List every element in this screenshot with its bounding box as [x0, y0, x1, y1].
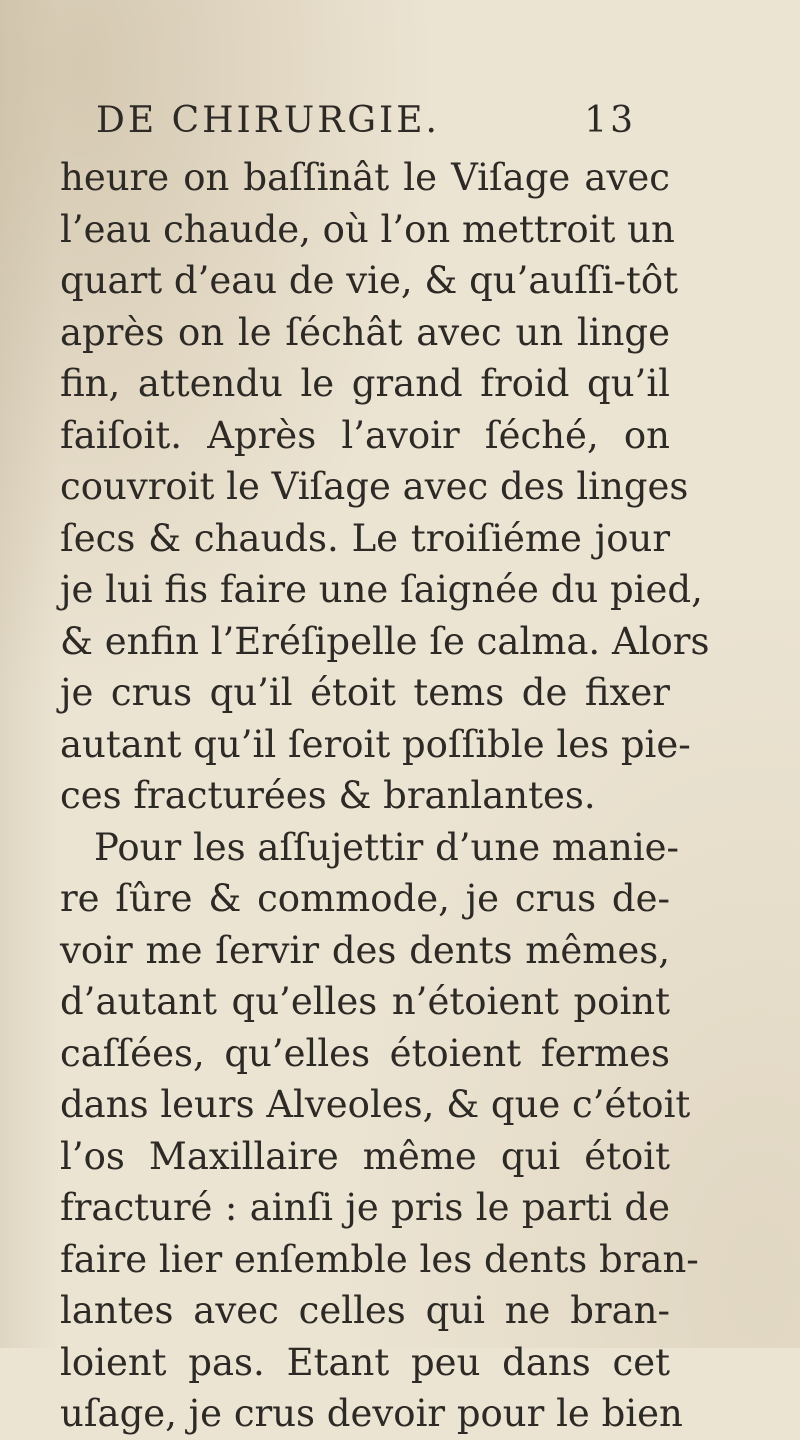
text-line: je lui fis faire une ſaignée du pied,	[60, 568, 703, 611]
text-line: Pour les aſſujettir d’une manie-	[94, 825, 680, 869]
page-number: 13	[584, 100, 636, 141]
text-line: autant qu’il ſeroit poſſible les pie-	[60, 722, 691, 766]
text-line: uſage, je crus devoir pour le bien	[60, 1392, 683, 1435]
text-line: l’eau chaude, où l’on mettroit un	[60, 207, 675, 251]
text-line: fracturé : ainſi je pris le parti de	[60, 1186, 670, 1229]
text-line: après on le ſéchât avec un linge	[60, 310, 670, 354]
text-line: l’os Maxillaire même qui étoit	[60, 1134, 670, 1178]
body-text	[60, 152, 780, 1440]
text-line: couvroit le Viſage avec des linges	[60, 465, 689, 508]
text-line: & enfin l’Eréſipelle ſe calma. Alors	[60, 619, 710, 663]
running-head	[96, 100, 636, 152]
text-line: re ſûre & commode, je crus de-	[60, 877, 670, 920]
text-line: ces fracturées & branlantes.	[60, 774, 596, 817]
text-line: heure on baſſinât le Viſage avec	[60, 156, 670, 199]
text-line: lantes avec celles qui ne bran-	[60, 1289, 670, 1332]
running-head-title: DE CHIRURGIE.	[96, 100, 440, 141]
text-line: dans leurs Alveoles, & que c’étoit	[60, 1083, 691, 1126]
text-line: voir me ſervir des dents mêmes,	[60, 928, 670, 972]
text-line: fin, attendu le grand froid qu’il	[60, 362, 670, 405]
text-line: quart d’eau de vie, & qu’auſſi-tôt	[60, 259, 678, 302]
text-line: faiſoit. Après l’avoir ſéché, on	[60, 413, 670, 457]
text-line: d’autant qu’elles n’étoient point	[60, 980, 670, 1023]
text-line: loient pas. Etant peu dans cet	[60, 1340, 670, 1384]
text-line: ſecs & chauds. Le troiſiéme jour	[60, 516, 670, 560]
text-line: caſſées, qu’elles étoient fermes	[60, 1031, 670, 1075]
text-line: faire lier enſemble les dents bran-	[60, 1237, 699, 1281]
text-line: je crus qu’il étoit tems de fixer	[60, 671, 670, 714]
